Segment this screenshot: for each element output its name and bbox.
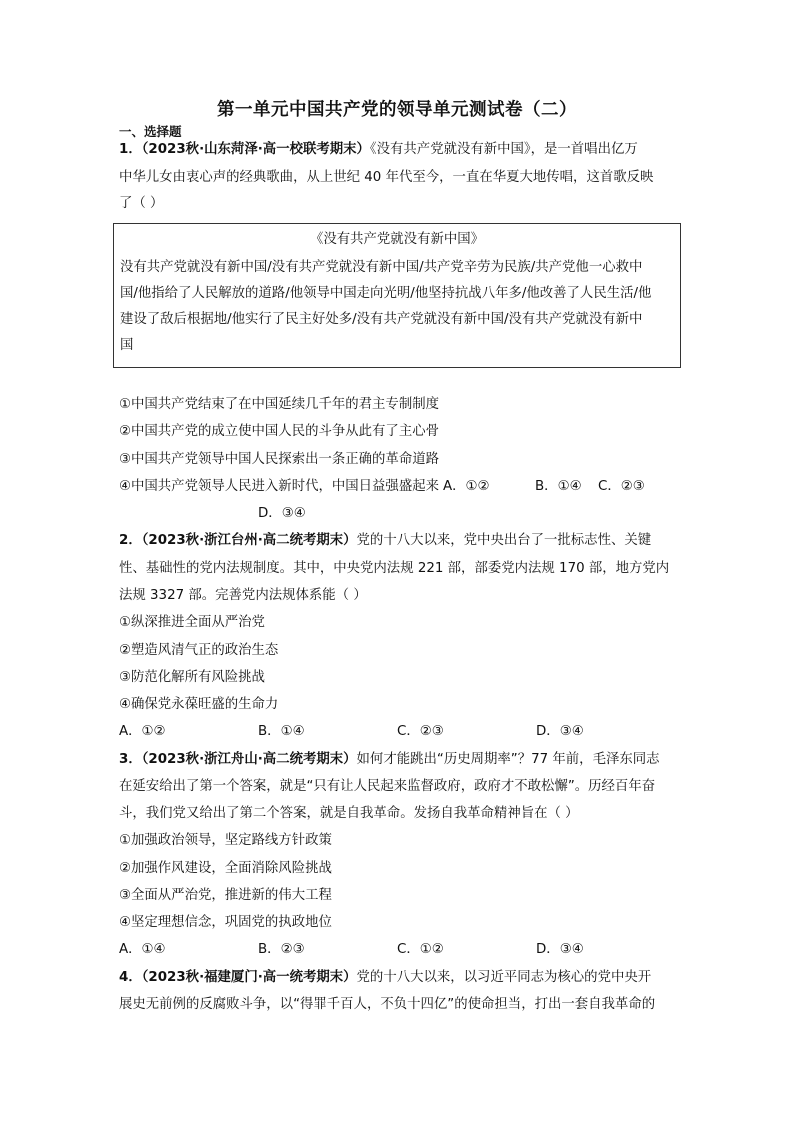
option-b: B．②③ [258, 942, 305, 957]
option-d: D．③④ [258, 506, 306, 521]
question-2-line-2: 性、基础性的党内法规制度。其中，中央党内法规 221 部，部委党内法规 170 部，地方党内 [119, 561, 670, 576]
option-b: B．①④ [258, 724, 305, 739]
statement-1: ①中国共产党结束了在中国延续几千年的君主专制制度 [119, 397, 439, 412]
question-number: 2． [119, 533, 142, 548]
lyrics-line: 建设了敌后根据地/他实行了民主好处多/没有共产党就没有新中国/没有共产党就没有新中 [120, 312, 643, 327]
question-4-line-2: 展史无前例的反腐败斗争，以“得罪千百人，不负十四亿”的使命担当，打出一套自我革命的 [119, 997, 656, 1012]
question-2-line-3: 法规 3327 部。完善党内法规体系能（ ） [119, 588, 367, 603]
lyrics-title: 《没有共产党就没有新中国》 [309, 232, 485, 247]
question-text: 《没有共产党就没有新中国》，是一首唱出亿万 [369, 142, 638, 157]
question-source: （2023秋·福建厦门·高一统考期末） [141, 970, 357, 985]
question-1-line-3: 了（ ） [119, 196, 164, 211]
statement-2: ②中国共产党的成立使中国人民的斗争从此有了主心骨 [119, 424, 439, 439]
question-source: （2023秋·浙江舟山·高二统考期末） [141, 752, 357, 767]
option-a: A．①② [119, 724, 166, 739]
question-source: （2023秋·浙江台州·高二统考期末） [141, 533, 357, 548]
question-3-line-2: 在延安给出了第一个答案，就是“只有让人民起来监督政府，政府才不敢松懈”。历经百年奋 [119, 779, 656, 794]
lyrics-line: 国/他指给了人民解放的道路/他领导中国走向光明/他坚持抗战八年多/他改善了人民生活/他 [120, 286, 652, 301]
question-number: 1． [119, 142, 142, 157]
option-a: A．①④ [119, 942, 166, 957]
option-d: D．③④ [536, 942, 584, 957]
option-c: C．②③ [397, 724, 444, 739]
lyrics-line: 国 [120, 338, 134, 353]
question-1-line-2: 中华儿女由衷心声的经典歌曲，从上世纪 40 年代至今，一直在华夏大地传唱，这首歌反映 [119, 170, 654, 185]
question-4-line-1 [119, 968, 651, 988]
statement-2: ②加强作风建设，全面消除风险挑战 [119, 861, 332, 876]
statement-1: ①纵深推进全面从严治党 [119, 615, 265, 630]
question-text: 党的十八大以来，党中央出台了一批标志性、关键 [356, 533, 652, 548]
question-3-line-3: 斗，我们党又给出了第二个答案，就是自我革命。发扬自我革命精神旨在（ ） [119, 806, 579, 821]
option-a: A．①② [443, 479, 490, 494]
lyrics-box [113, 223, 681, 368]
option-b: B．①④ [535, 479, 582, 494]
question-text: 如何才能跳出“历史周期率”？77 年前，毛泽东同志 [356, 752, 660, 767]
question-source: （2023秋·山东菏泽·高一校联考期末） [141, 142, 370, 157]
option-d: D．③④ [536, 724, 584, 739]
section-heading: 一、选择题 [119, 124, 182, 139]
option-c: C．②③ [598, 479, 645, 494]
page-title: 第一单元中国共产党的领导单元测试卷（二） [217, 100, 577, 120]
statement-4: ④确保党永葆旺盛的生命力 [119, 697, 279, 712]
question-number: 4． [119, 970, 142, 985]
statement-1: ①加强政治领导，坚定路线方针政策 [119, 833, 332, 848]
question-number: 3． [119, 752, 142, 767]
statement-3: ③中国共产党领导中国人民探索出一条正确的革命道路 [119, 452, 439, 467]
statement-4: ④中国共产党领导人民进入新时代，中国日益强盛起来 [119, 479, 439, 494]
question-text: 党的十八大以来，以习近平同志为核心的党中央开 [356, 970, 652, 985]
lyrics-line: 没有共产党就没有新中国/没有共产党就没有新中国/共产党辛劳为民族/共产党他一心救中 [120, 260, 643, 275]
statement-4: ④坚定理想信念，巩固党的执政地位 [119, 915, 332, 930]
question-1-line-1 [119, 140, 638, 160]
option-c: C．①② [397, 942, 444, 957]
question-2-line-1 [119, 531, 651, 551]
statement-2: ②塑造风清气正的政治生态 [119, 643, 279, 658]
statement-3: ③防范化解所有风险挑战 [119, 670, 265, 685]
statement-3: ③全面从严治党，推进新的伟大工程 [119, 888, 332, 903]
question-3-line-1 [119, 750, 660, 770]
